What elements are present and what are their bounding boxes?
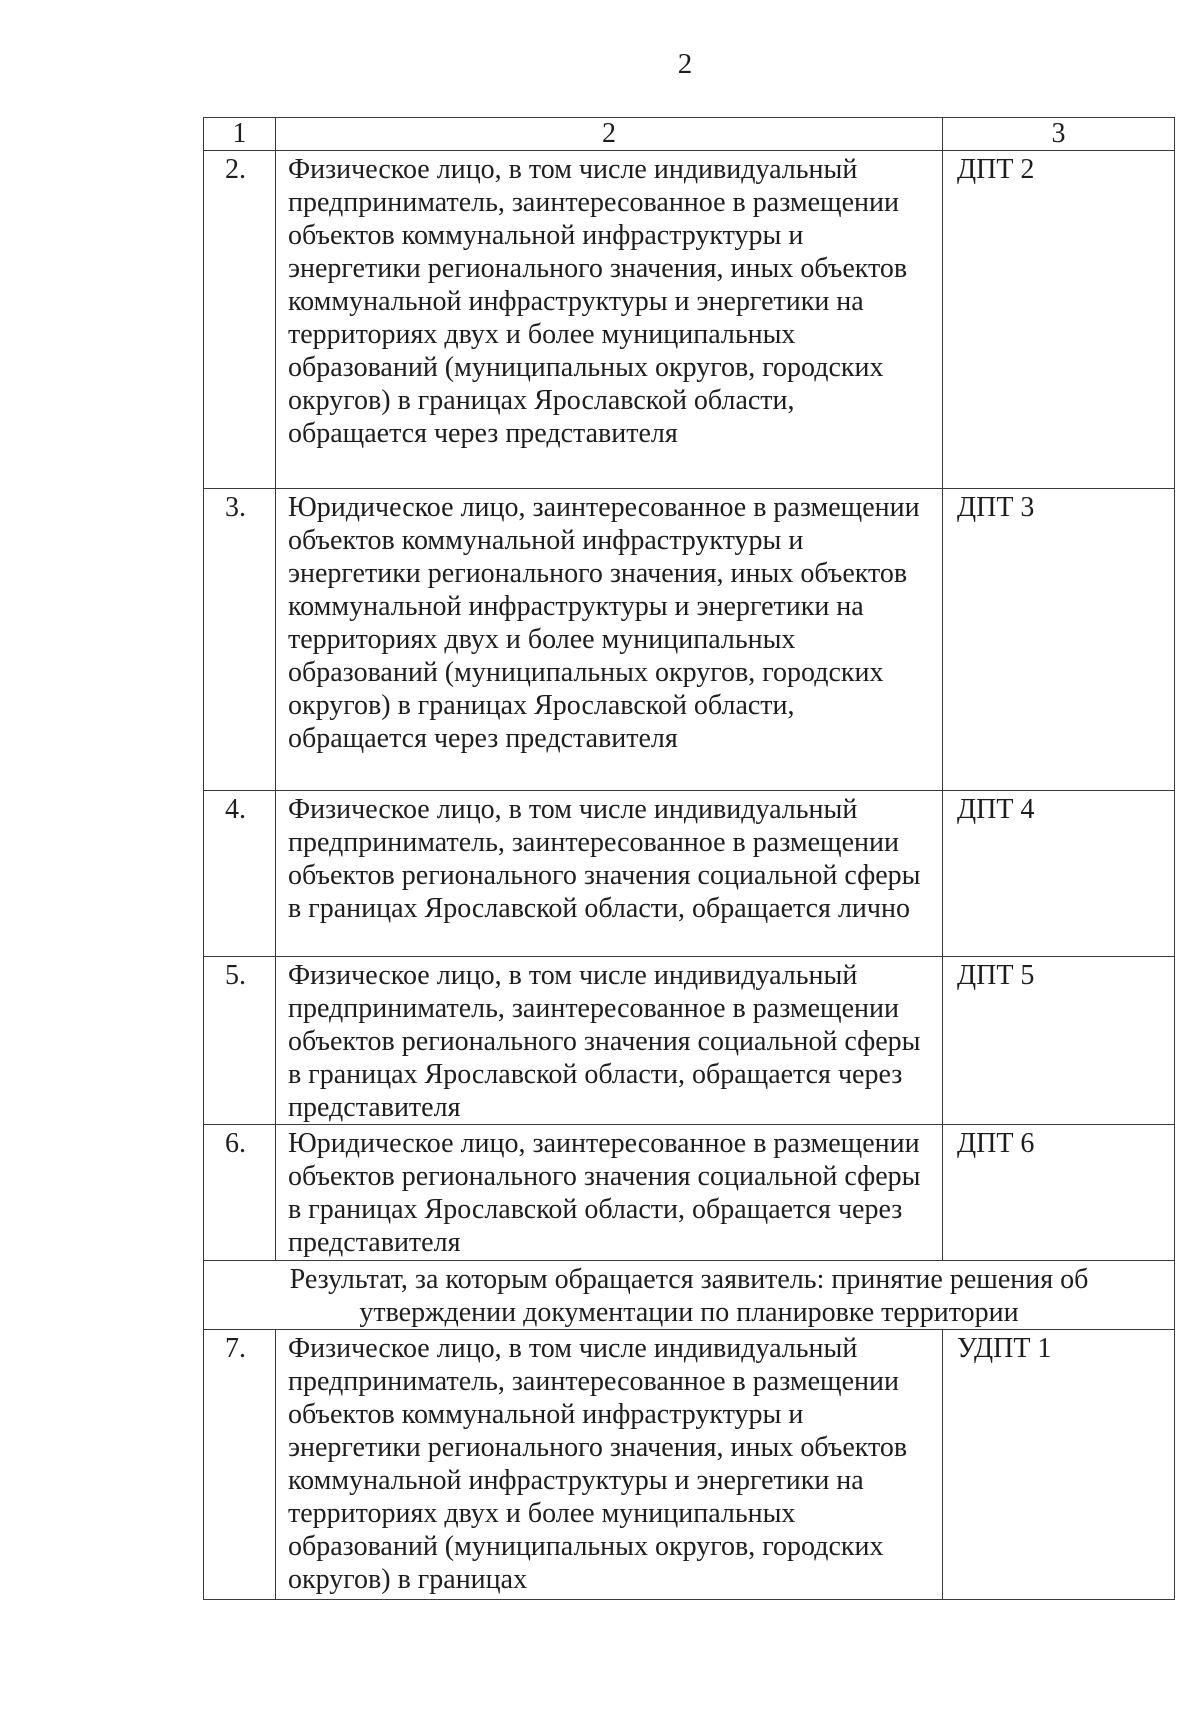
row-number: 2. xyxy=(225,154,246,185)
table-row xyxy=(204,489,1175,791)
variant-code: ДПТ 6 xyxy=(957,1128,1035,1159)
variant-code: ДПТ 2 xyxy=(957,154,1035,185)
table-row xyxy=(204,791,1175,957)
table-header-row xyxy=(204,118,1175,151)
table-row xyxy=(204,1330,1175,1600)
table-row xyxy=(204,1125,1175,1261)
header-label: 2 xyxy=(602,118,616,149)
applicant-description: Юридическое лицо, заинтересованное в размещении объектов коммунальной инфраструктуры и энергетики регионального значения, иных объектов коммунальной инфраструктуры и энергетики на территориях двух и более муниципальных образований (муниципальных округов, городских округов) в границах Ярославской области, обращается через представителя xyxy=(288,492,920,754)
variant-code-cell xyxy=(943,791,1175,957)
applicant-description-cell xyxy=(276,489,943,791)
variant-code: ДПТ 5 xyxy=(957,960,1035,991)
row-number: 4. xyxy=(225,794,246,825)
variant-code-cell xyxy=(943,151,1175,489)
applicant-description: Физическое лицо, в том числе индивидуальный предприниматель, заинтересованное в размещении объектов регионального значения социальной сферы в границах Ярославской области, обращается через представителя xyxy=(288,960,921,1123)
header-cell xyxy=(943,118,1175,151)
row-number-cell xyxy=(204,489,276,791)
header-cell xyxy=(276,118,943,151)
variant-code-cell xyxy=(943,1125,1175,1261)
applicant-description: Физическое лицо, в том числе индивидуальный предприниматель, заинтересованное в размещении объектов регионального значения социальной сферы в границах Ярославской области, обращается лично xyxy=(288,794,921,924)
variant-code-cell xyxy=(943,957,1175,1125)
variant-code-cell xyxy=(943,1330,1175,1600)
header-label: 1 xyxy=(232,118,247,149)
table-row xyxy=(204,151,1175,489)
applicant-description: Юридическое лицо, заинтересованное в размещении объектов регионального значения социальной сферы в границах Ярославской области, обращается через представителя xyxy=(288,1128,921,1258)
applicant-description: Физическое лицо, в том числе индивидуальный предприниматель, заинтересованное в размещении объектов коммунальной инфраструктуры и энергетики регионального значения, иных объектов коммунальной инфраструктуры и энергетики на территориях двух и более муниципальных образований (муниципальных округов, городских округов) в границах xyxy=(288,1333,908,1595)
applicant-description: Физическое лицо, в том числе индивидуальный предприниматель, заинтересованное в размещении объектов коммунальной инфраструктуры и энергетики регионального значения, иных объектов коммунальной инфраструктуры и энергетики на территориях двух и более муниципальных образований (муниципальных округов, городских округов) в границах Ярославской области, обращается через представителя xyxy=(288,154,908,449)
row-number: 3. xyxy=(225,492,246,523)
row-number: 5. xyxy=(225,960,246,991)
table-row xyxy=(204,957,1175,1125)
row-number: 7. xyxy=(225,1333,246,1364)
applicant-table xyxy=(203,117,1175,1600)
row-number-cell xyxy=(204,1125,276,1261)
applicant-description-cell xyxy=(276,151,943,489)
applicant-description-cell xyxy=(276,791,943,957)
section-heading-row xyxy=(204,1261,1175,1330)
applicant-description-cell xyxy=(276,1330,943,1600)
row-number-cell xyxy=(204,1330,276,1600)
variant-code: ДПТ 3 xyxy=(957,492,1035,523)
variant-code: УДПТ 1 xyxy=(957,1333,1052,1364)
row-number: 6. xyxy=(225,1128,246,1159)
header-cell xyxy=(204,118,276,151)
row-number-cell xyxy=(204,151,276,489)
variant-code-cell xyxy=(943,489,1175,791)
row-number-cell xyxy=(204,957,276,1125)
section-heading: Результат, за которым обращается заявитель: принятие решения об утверждении документации по планировке территории xyxy=(204,1261,1175,1330)
row-number-cell xyxy=(204,791,276,957)
page-number: 2 xyxy=(677,48,693,80)
variant-code: ДПТ 4 xyxy=(957,794,1035,825)
header-label: 3 xyxy=(1051,118,1066,149)
applicant-description-cell xyxy=(276,957,943,1125)
applicant-description-cell xyxy=(276,1125,943,1261)
